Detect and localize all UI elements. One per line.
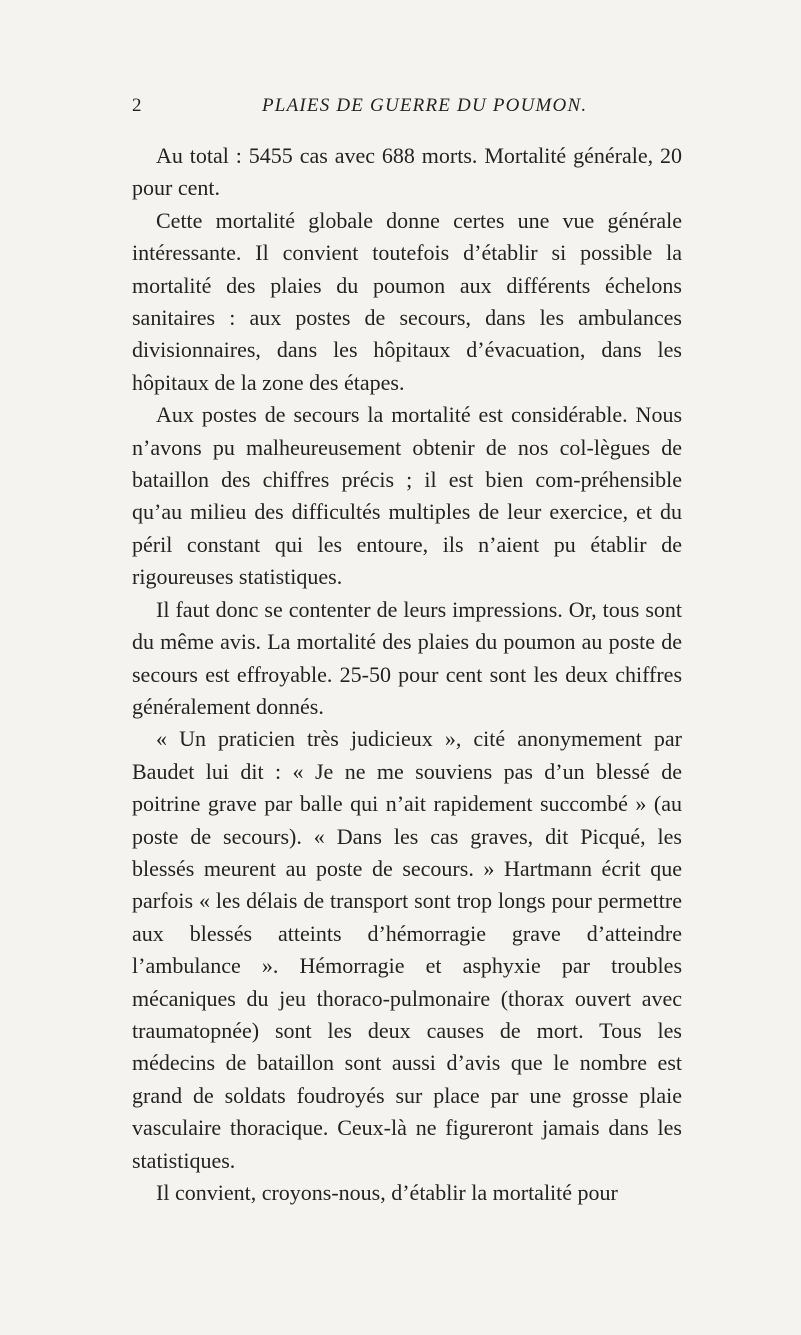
running-title: PLAIES DE GUERRE DU POUMON.	[262, 95, 588, 116]
paragraph-quotes: « Un praticien très judicieux », cité anonymement par Baudet lui dit : « Je ne me souviens pas d’un blessé de poitrine grave par balle qui n’ait rapidement succombé » (au poste de secours). « Dans les cas graves, dit Picqué, les blessés meurent au poste de secours. » Hartmann écrit que parfois « les délais de transport sont trop longs pour permettre aux blessés atteints d’hémorragie grave d’atteindre l’ambulance ». Hémorragie et asphyxie par troubles mécaniques du jeu thoraco-pulmonaire (thorax ouvert avec traumatopnée) sont les deux causes de mort. Tous les médecins de bataillon sont aussi d’avis que le nombre est grand de soldats foudroyés sur place par une grosse plaie vasculaire thoracique. Ceux-là ne figureront jamais dans les statistiques.	[132, 726, 682, 1173]
body-text	[132, 140, 682, 1209]
paragraph-impressions: Il faut donc se contenter de leurs impressions. Or, tous sont du même avis. La mortalité des plaies du poumon au poste de secours est effroyable. 25-50 pour cent sont les deux chiffres généralement donnés.	[132, 596, 682, 719]
paragraph-aid-posts: Aux postes de secours la mortalité est considérable. Nous n’avons pu malheureusement obtenir de nos col-lègues de bataillon des chiffres précis ; il est bien com-préhensible qu’au milieu des difficultés multiples de leur exercice, et du péril constant qui les entoure, ils n’aient pu établir de rigoureuses statistiques.	[132, 402, 682, 590]
paragraph-last: Il convient, croyons-nous, d’établir la mortalité pour	[156, 1180, 618, 1205]
page-header	[132, 95, 682, 125]
paragraph-global-mortality: Cette mortalité globale donne certes une vue générale intéressante. Il convient toutefois d’établir si possible la mortalité des plaies du poumon aux différents échelons sanitaires : aux postes de secours, dans les ambulances divisionnaires, dans les hôpitaux d’évacuation, dans les hôpitaux de la zone des étapes.	[132, 207, 682, 395]
paragraph-total: Au total : 5455 cas avec 688 morts. Mortalité générale, 20 pour cent.	[132, 143, 682, 201]
page-number: 2	[132, 95, 142, 116]
